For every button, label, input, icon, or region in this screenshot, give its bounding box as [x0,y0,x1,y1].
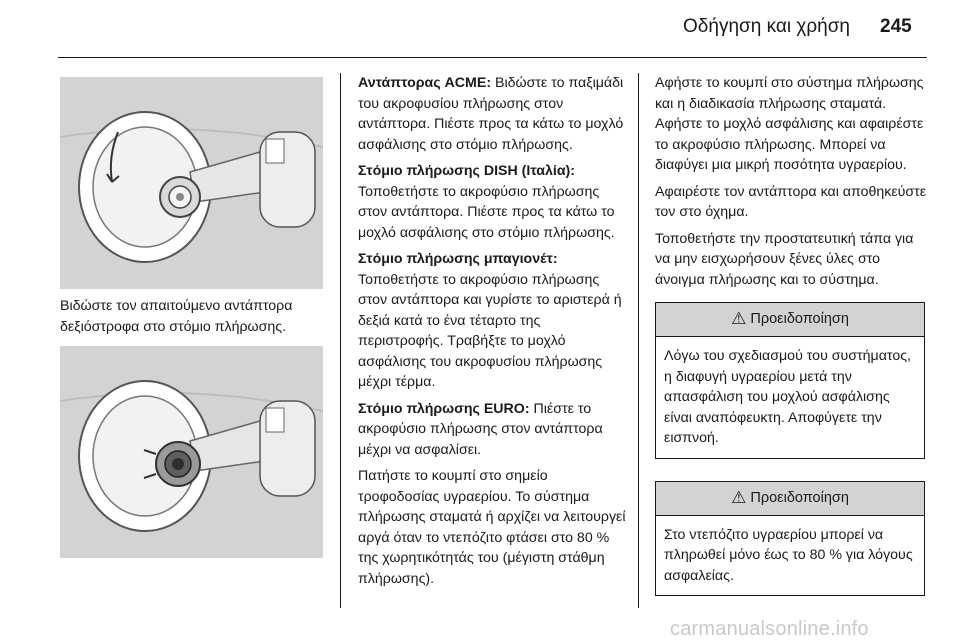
dish-text: Τοποθετήστε το ακροφύσιο πλήρωσης στον αντάπτορα. Πιέστε προς τα κάτω το μοχλό ασφάλισης στο στόμιο πλήρωσης. [358,183,615,241]
figure-caption: Βιδώστε τον απαιτούμενο αντάπτορα δεξιόστροφα στο στόμιο πλήρωσης. [60,298,293,335]
protective-cap-paragraph: Τοποθετήστε την προστατευτική τάπα για να μην εισχωρήσουν ξένες ύλες στο άνοιγμα πλήρωσης και το σύστημα. [655,230,914,288]
dish-paragraph [358,161,626,243]
page-header-title: Οδήγηση και χρήση [683,16,850,37]
warning-title-2: Προειδοποίηση [750,489,849,506]
bayonet-paragraph [358,249,626,393]
header-divider [58,57,927,58]
warning-icon: ⚠ [731,487,747,507]
euro-label: Στόμιο πλήρωσης EURO: [358,400,530,417]
fuel-filler-illustration-2 [60,346,323,558]
bayonet-label: Στόμιο πλήρωσης μπαγιονέτ: [358,251,558,267]
warning-header-1 [656,303,924,337]
acme-label: Αντάπτορας ACME: [358,75,492,91]
page-number: 245 [880,16,912,37]
acme-text: Βιδώστε το παξιμάδι του ακροφυσίου πλήρωσης στον αντάπτορα. Πιέστε προς τα κάτω το μοχλό ασφάλισης στο στόμιο πλήρωσης. [358,75,624,153]
warning-title-1: Προειδοποίηση [750,311,849,328]
bayonet-text: Τοποθετήστε το ακροφύσιο πλήρωσης στον αντάπτορα και γυρίστε το αριστερά ή δεξιά κατά το ένα τέταρτο της περιστροφής. Τραβήξτε το μοχλό ασφάλισης του ακροφυσίου πλήρωσης μέχρι τέρμα. [358,271,622,390]
euro-text: Πιέστε το ακροφύσιο πλήρωσης στον αντάπτορα μέχρι να ασφαλίσει. [358,400,603,458]
figure-fuel-filler-adapter-1 [60,77,323,289]
right-column [655,73,927,596]
middle-column [358,73,626,595]
press-button-paragraph: Πατήστε το κουμπί στο σημείο τροφοδοσίας υγραερίου. Το σύστημα πλήρωσης σταματά ή αρχίζει να λειτουργεί αργά όταν το ντεπόζιτο φτάσει στο 80 % της χωρητικότητάς του (μέγιστη στάθμη πλήρωσης). [358,468,626,587]
euro-paragraph [358,399,626,461]
warning-body-2: Στο ντεπόζιτο υγραερίου μπορεί να πληρωθεί μόνο έως το 80 % για λόγους ασφαλείας. [664,526,913,584]
figure-fuel-filler-adapter-2 [60,346,323,558]
warning-box-2 [655,481,925,597]
warning-icon: ⚠ [731,309,747,329]
release-paragraph: Αφήστε το κουμπί στο σύστημα πλήρωσης και η διαδικασία πλήρωσης σταματά. Αφήστε το μοχλό ασφάλισης και αφαιρέστε το ακροφύσιο πλήρωσης. Μπορεί να διαφύγει μια μικρή ποσότητα υγραερίου. [655,75,924,173]
warning-header-2 [656,482,924,516]
watermark-text: carmanualsonline.info [670,618,869,640]
column-divider-right [638,73,639,608]
column-divider-left [340,73,341,608]
acme-paragraph [358,73,626,155]
warning-box-1 [655,302,925,459]
warning-body-1: Λόγω του σχεδιασμού του συστήματος, η διαφυγή υγραερίου μετά την απασφάλιση του μοχλού ασφάλισης είναι αναπόφευκτη. Αποφύγετε την εισπνοή. [664,348,911,446]
remove-adapter-paragraph: Αφαιρέστε τον αντάπτορα και αποθηκεύστε τον στο όχημα. [655,183,927,220]
dish-label: Στόμιο πλήρωσης DISH (Ιταλία): [358,163,576,179]
fuel-filler-illustration-1 [60,77,323,289]
